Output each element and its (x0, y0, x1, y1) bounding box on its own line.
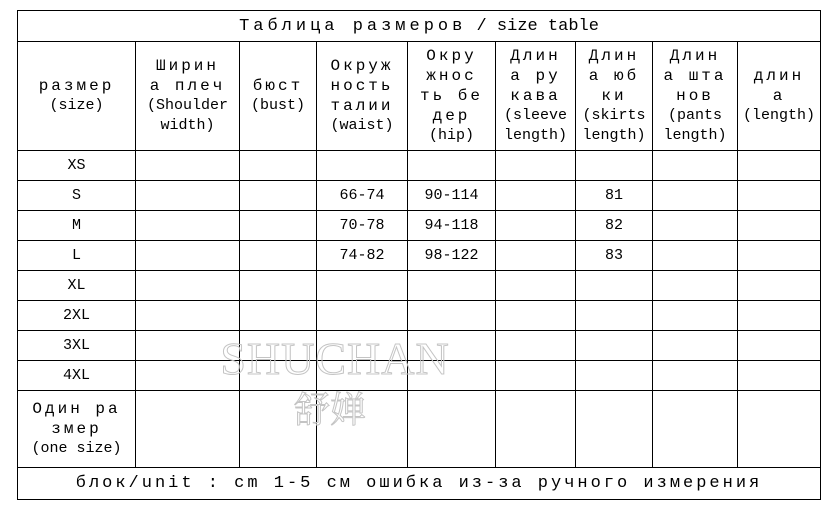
header-en-line: length) (503, 127, 567, 144)
unit-note: блок/unit : cm 1-5 см ошибка из-за ручного измерения (18, 468, 821, 500)
size-label: XL (18, 271, 136, 301)
header-ru-line: а юб (588, 67, 640, 85)
table-cell (136, 301, 240, 331)
column-header (653, 42, 738, 151)
size-label (18, 391, 136, 468)
table-cell (408, 391, 496, 468)
table-row (18, 301, 821, 331)
table-cell: 90-114 (408, 181, 496, 211)
table-cell (317, 271, 408, 301)
header-ru-line: ть бе (419, 87, 483, 105)
table-cell (496, 331, 576, 361)
header-ru-line: а (772, 87, 786, 105)
header-en-line: (size) (49, 97, 104, 114)
table-title (18, 11, 821, 42)
table-cell (408, 331, 496, 361)
table-cell: 66-74 (317, 181, 408, 211)
column-header (18, 42, 136, 151)
table-cell (496, 241, 576, 271)
table-cell (653, 181, 738, 211)
header-ru-line: талии (330, 97, 394, 115)
header-en-line: (length) (743, 107, 816, 124)
table-cell (240, 211, 317, 241)
table-title-ru: Таблица размеров (239, 16, 467, 36)
table-cell (576, 361, 653, 391)
table-cell (496, 181, 576, 211)
table-cell (240, 301, 317, 331)
table-cell (240, 331, 317, 361)
table-cell (738, 361, 821, 391)
watermark-logo: 舒婵 (293, 390, 366, 431)
size-label: M (18, 211, 136, 241)
table-cell (738, 271, 821, 301)
table-cell (738, 181, 821, 211)
header-en-line: (bust) (250, 97, 305, 114)
header-ru-line: дер (432, 107, 471, 125)
table-cell (408, 151, 496, 181)
table-cell: 81 (576, 181, 653, 211)
header-en-line: (sleeve (503, 107, 567, 124)
header-ru-line: размер (38, 77, 115, 95)
header-en-line: (pants (667, 107, 722, 124)
table-cell (653, 331, 738, 361)
table-cell: 98-122 (408, 241, 496, 271)
header-en-line: (skirts (582, 107, 646, 124)
table-cell: 82 (576, 211, 653, 241)
header-row (18, 42, 821, 151)
header-ru-line: Длин (588, 47, 640, 65)
column-header (317, 42, 408, 151)
header-ru-line: Ширин (155, 57, 219, 75)
header-ru-line: Длин (510, 47, 561, 65)
column-header (576, 42, 653, 151)
one-size-en-line: (one size) (31, 440, 122, 457)
header-ru-line: ность (330, 77, 394, 95)
table-cell (653, 301, 738, 331)
table-cell (136, 361, 240, 391)
header-en-line: (Shoulder (146, 97, 228, 114)
table-cell (738, 391, 821, 468)
one-size-row (18, 391, 821, 468)
table-cell (496, 211, 576, 241)
table-row (18, 271, 821, 301)
table-cell: 70-78 (317, 211, 408, 241)
table-cell: 83 (576, 241, 653, 271)
table-row (18, 181, 821, 211)
header-ru-line: Окруж (330, 57, 394, 75)
table-cell (408, 361, 496, 391)
table-cell (317, 391, 408, 468)
table-cell (240, 181, 317, 211)
header-ru-line: Длин (669, 47, 721, 65)
one-size-ru-line: змер (51, 420, 102, 438)
header-en-line: length) (663, 127, 727, 144)
size-label: 4XL (18, 361, 136, 391)
header-ru-line: жнос (426, 67, 477, 85)
size-label: 3XL (18, 331, 136, 361)
table-cell (240, 151, 317, 181)
table-cell (653, 271, 738, 301)
header-ru-line: нов (676, 87, 714, 105)
table-cell (738, 331, 821, 361)
header-ru-line: кава (510, 87, 561, 105)
table-cell (653, 241, 738, 271)
table-cell (496, 271, 576, 301)
table-row (18, 241, 821, 271)
table-cell (496, 391, 576, 468)
table-row (18, 211, 821, 241)
header-en-line: width) (160, 117, 215, 134)
table-cell (240, 241, 317, 271)
header-ru-line: ки (601, 87, 627, 105)
table-row (18, 151, 821, 181)
table-cell (408, 271, 496, 301)
table-cell (136, 391, 240, 468)
table-cell (136, 151, 240, 181)
table-cell (240, 361, 317, 391)
table-cell (576, 391, 653, 468)
column-header (738, 42, 821, 151)
table-cell (738, 301, 821, 331)
table-cell (240, 391, 317, 468)
table-cell (317, 331, 408, 361)
header-en-line: (waist) (330, 117, 394, 134)
table-cell (738, 241, 821, 271)
size-label: S (18, 181, 136, 211)
column-header (136, 42, 240, 151)
table-cell (317, 361, 408, 391)
table-cell (136, 211, 240, 241)
table-cell: 94-118 (408, 211, 496, 241)
table-cell (136, 241, 240, 271)
table-cell (576, 151, 653, 181)
table-title-en: / size table (466, 16, 599, 36)
table-row (18, 331, 821, 361)
column-header (408, 42, 496, 151)
header-ru-line: Окру (426, 47, 477, 65)
table-cell (496, 361, 576, 391)
table-cell (653, 391, 738, 468)
table-cell (136, 331, 240, 361)
header-ru-line: длин (753, 67, 805, 85)
table-cell (738, 151, 821, 181)
watermark-text: SHUCHAN (220, 333, 450, 384)
header-ru-line: а ру (510, 67, 561, 85)
size-label: XS (18, 151, 136, 181)
table-cell (317, 151, 408, 181)
table-cell (240, 271, 317, 301)
header-ru-line: а шта (663, 67, 727, 85)
table-cell (653, 211, 738, 241)
table-cell (408, 301, 496, 331)
header-ru-line: бюст (252, 77, 304, 95)
table-row (18, 361, 821, 391)
table-cell (496, 151, 576, 181)
header-en-line: length) (582, 127, 646, 144)
one-size-ru-line: Один ра (32, 400, 121, 418)
table-cell (496, 301, 576, 331)
table-cell (653, 361, 738, 391)
header-en-line: (hip) (428, 127, 474, 144)
header-ru-line: а плеч (149, 77, 226, 95)
size-label: 2XL (18, 301, 136, 331)
table-cell (136, 271, 240, 301)
table-cell (576, 331, 653, 361)
table-cell (576, 271, 653, 301)
table-cell (317, 301, 408, 331)
column-header (240, 42, 317, 151)
table-cell (738, 211, 821, 241)
table-cell (136, 181, 240, 211)
size-label: L (18, 241, 136, 271)
table-cell (576, 301, 653, 331)
size-table (17, 10, 821, 500)
column-header (496, 42, 576, 151)
table-cell: 74-82 (317, 241, 408, 271)
table-cell (653, 151, 738, 181)
